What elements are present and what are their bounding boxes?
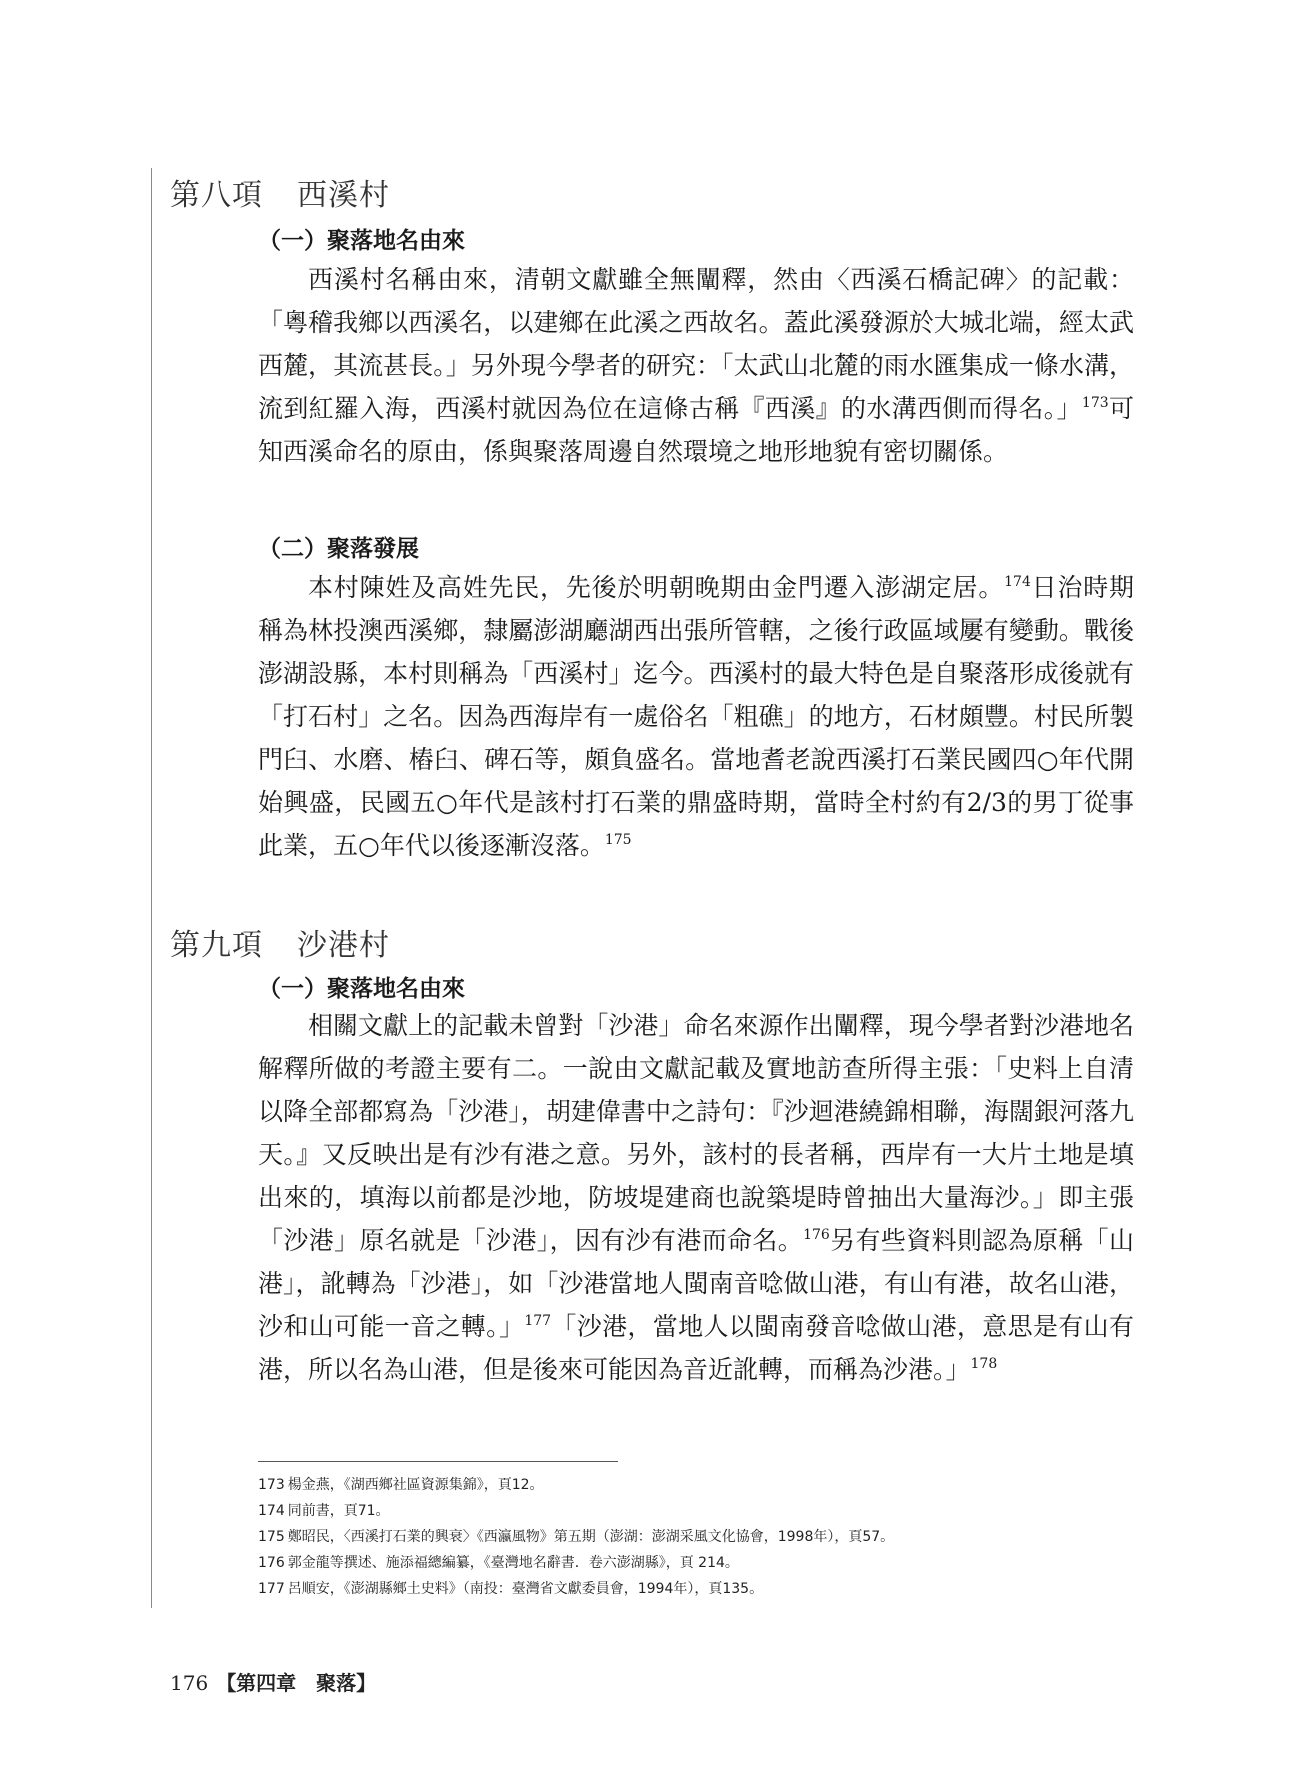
paragraph-text: 日治時期稱為林投澳西溪鄉，隸屬澎湖廳湖西出張所管轄，之後行政區域屢有變動。戰後澎湖設縣，本村則稱為「西溪村」迄今。西溪村的最大特色是自聚落形成後就有「打石村」之名。因為西海岸有一處俗名「粗礁」的地方，石材頗豐。村民所製門臼、水磨、樁臼、碑石等，頗負盛名。當地耆老說西溪打石業民國四○年代開始興盛，民國五○年代是該村打石業的鼎盛時期，當時全村約有2/3的男丁從事此業，五○年代以後逐漸沒落。 — [258, 573, 1134, 860]
footnote-text: 鄭昭民，〈西溪打石業的興衰〉《西瀛風物》第五期（澎湖：澎湖采風文化協會，1998年），頁57。 — [287, 1529, 895, 1545]
paragraph-text: 本村陳姓及高姓先民，先後於明朝晚期由金門遷入澎湖定居。 — [308, 573, 1005, 602]
chapter-label: 【第四章 聚落】 — [216, 1671, 377, 1695]
subsection-heading: （一）聚落地名由來 — [258, 227, 465, 254]
footnote-ref: 174 — [1004, 574, 1031, 590]
page-number: 176 — [170, 1671, 209, 1695]
section-heading-9 — [170, 920, 390, 964]
footnote-number: 177 — [258, 1581, 285, 1597]
footnote-ref: 173 — [1081, 395, 1109, 411]
footnote-text: 楊金燕，《湖西鄉社區資源集錦》，頁12。 — [287, 1477, 544, 1493]
footnote-number: 176 — [258, 1555, 285, 1571]
footnote-text: 郭金龍等撰述、施添福總編纂，《臺灣地名辭書．卷六澎湖縣》，頁 214。 — [287, 1555, 739, 1571]
footnote-number: 175 — [258, 1529, 285, 1545]
footnote-ref: 175 — [604, 832, 632, 848]
section-number: 第九項 — [170, 928, 263, 963]
paragraph-text: 另有些資料則認為原稱「山港」，訛轉為「沙港」，如「沙港當地人閩南音唸做山港，有山有港，故名山港，沙和山可能一音之轉。」 — [258, 1226, 1134, 1341]
footnote-173 — [258, 1474, 544, 1494]
footnote-text: 同前書，頁71。 — [287, 1503, 390, 1519]
footnote-ref: 176 — [803, 1227, 830, 1243]
subsection-heading: （二）聚落發展 — [258, 535, 419, 562]
footnote-rule — [258, 1461, 618, 1462]
footnote-176 — [258, 1552, 739, 1572]
paragraph-text: 相關文獻上的記載未曾對「沙港」命名來源作出闡釋，現今學者對沙港地名解釋所做的考證主要有二。一說由文獻記載及實地訪查所得主張：「史料上自清以降全部都寫為「沙港」，胡建偉書中之詩句：『沙迴港繞錦相聯，海闊銀河落九天。』又反映出是有沙有港之意。另外，該村的長者稱，西岸有一大片土地是填出來的，填海以前都是沙地，防坡堤建商也說築堤時曾抽出大量海沙。」即主張「沙港」原名就是「沙港」，因有沙有港而命名。 — [258, 1011, 1134, 1255]
section-name: 沙港村 — [297, 928, 390, 963]
footnote-177 — [258, 1578, 763, 1598]
paragraph-text: 可知西溪命名的原由，係與聚落周邊自然環境之地形地貌有密切關係。 — [258, 394, 1134, 466]
footnote-175 — [258, 1526, 894, 1546]
paragraph-text: 「沙港，當地人以閩南發音唸做山港，意思是有山有港，所以名為山港，但是後來可能因為音近訛轉，而稱為沙港。」 — [258, 1312, 1134, 1384]
footnote-174 — [258, 1500, 390, 1520]
section-name: 西溪村 — [297, 178, 390, 213]
footnote-number: 174 — [258, 1503, 285, 1519]
section-heading-8 — [170, 170, 390, 214]
footnote-number: 173 — [258, 1477, 285, 1493]
footnote-ref: 177 — [524, 1313, 552, 1329]
paragraph-shagang-origin — [258, 1004, 1134, 1391]
page-footer — [170, 1667, 376, 1696]
footnote-text: 呂順安，《澎湖縣鄉土史料》（南投：臺灣省文獻委員會，1994年），頁135。 — [287, 1581, 764, 1597]
section-number: 第八項 — [170, 178, 263, 213]
paragraph-xixi-development — [258, 566, 1134, 867]
margin-rule — [151, 168, 152, 1608]
footnote-ref: 178 — [970, 1356, 998, 1372]
subsection-heading: （一）聚落地名由來 — [258, 975, 465, 1002]
paragraph-xixi-origin — [258, 258, 1134, 473]
paragraph-text: 西溪村名稱由來，清朝文獻雖全無闡釋，然由〈西溪石橋記碑〉的記載：「粵稽我鄉以西溪名，以建鄉在此溪之西故名。蓋此溪發源於大城北端，經太武西麓，其流甚長。」另外現今學者的研究：「太武山北麓的雨水匯集成一條水溝，流到紅羅入海，西溪村就因為位在這條古稱『西溪』的水溝西側而得名。」 — [258, 265, 1134, 423]
